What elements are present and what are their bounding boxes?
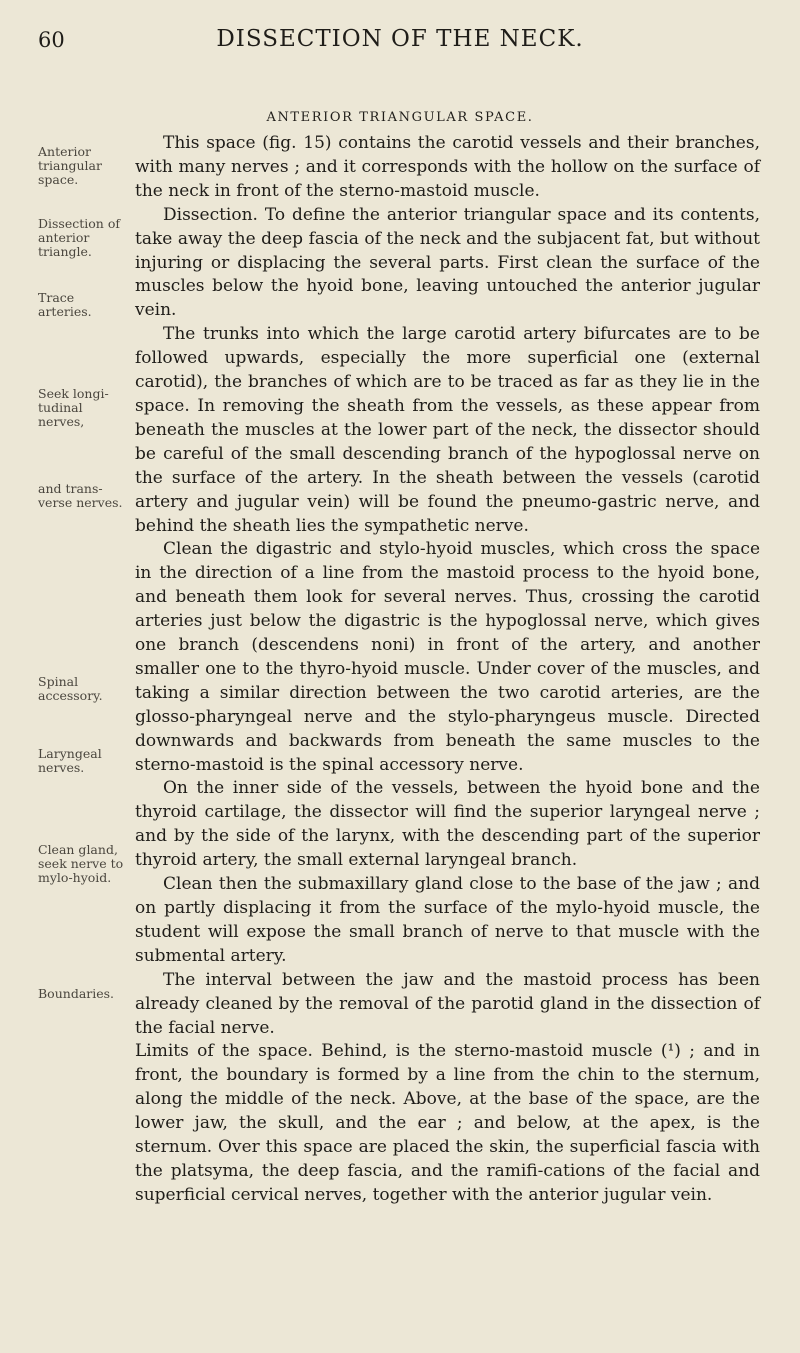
paragraph: Clean then the submaxillary gland close to the base of the jaw ; and on partly displacing it from the surface of the mylo-hyoid muscle, the student will expose the small branch of nerve to that muscle with the submental artery. (135, 874, 760, 966)
paragraph: Clean the digastric and stylo-hyoid muscles, which cross the space in the direction of a line from the mastoid process to the hyoid bone, and beneath them look for several nerves. Thus, crossing the carotid arteries just below the digastric is the hypoglossal nerve, which gives one branch (descendens noni) in front of the artery, and another smaller one to the thyro-hyoid muscle. Under cover of the muscles, and taking a similar direction between the two carotid arteries, are the glosso-pharyngeal nerve and the stylo-pharyngeus muscle. Directed downwards and backwards from beneath the same muscles to the sterno-mastoid is the spinal accessory nerve. (135, 539, 760, 775)
sidenote: Anterior triangular space. (38, 144, 102, 187)
section-heading: ANTERIOR TRIANGULAR SPACE. (266, 110, 534, 125)
paragraph: The interval between the jaw and the mastoid process has been already cleaned by the removal of the parotid gland in the dissection of the facial nerve. (135, 969, 760, 1038)
sidenote: Boundaries. (38, 986, 115, 1001)
sidenote: Clean gland, seek nerve to mylo-hyoid. (38, 842, 124, 885)
page-number: 60 (38, 28, 65, 52)
paragraph: The trunks into which the large carotid artery bifurcates are to be followed upwards, especially the more superficial one (external carotid), the branches of which are to be traced as far as they lie in the space. In removing the sheath from the vessels, as these appear from beneath the muscles at the lower part of the neck, the dissector should be careful of the small descending branch of the hypoglossal nerve on the surface of the artery. In the sheath between the vessels (carotid artery and jugular vein) will be found the pneumo-gastric nerve, and behind the sheath lies the sympathetic nerve. (135, 324, 760, 536)
sidenote: Laryngeal nerves. (38, 746, 102, 775)
paragraph: On the inner side of the vessels, between the hyoid bone and the thyroid cartilage, the dissector will find the superior laryngeal nerve ; and by the side of the larynx, with the descending part of the superior thyroid artery, the small external laryngeal branch. (135, 778, 760, 871)
running-head: DISSECTION OF THE NECK. (216, 26, 584, 52)
sidenote: Spinal accessory. (38, 674, 103, 703)
body-text (135, 132, 760, 1208)
sidenote: Dissection of anterior triangle. (38, 216, 120, 259)
sidenote: Trace arteries. (38, 290, 92, 319)
paragraph: Limits of the space. Behind, is the sterno-mastoid muscle (¹) ; and in front, the boundary is formed by a line from the chin to the sternum, along the middle of the neck. Above, at the base of the space, are the lower jaw, the skull, and the ear ; and below, at the apex, is the sternum. Over this space are placed the skin, the superficial fascia with the platsyma, the deep fascia, and the ramifi-cations of the facial and superficial cervical nerves, together with the anterior jugular vein. (135, 1041, 760, 1205)
paragraph: This space (fig. 15) contains the carotid vessels and their branches, with many nerves ; and it corresponds with the hollow on the surface of the neck in front of the sterno-mastoid muscle. (135, 133, 760, 201)
sidenote: Seek longi-tudinal nerves, (38, 386, 109, 429)
sidenote: and trans-verse nerves. (38, 481, 123, 510)
paragraph: Dissection. To define the anterior triangular space and its contents, take away the deep fascia of the neck and the subjacent fat, but without injuring or displacing the several parts. First clean the surface of the muscles below the hyoid bone, leaving untouched the anterior jugular vein. (135, 204, 760, 321)
